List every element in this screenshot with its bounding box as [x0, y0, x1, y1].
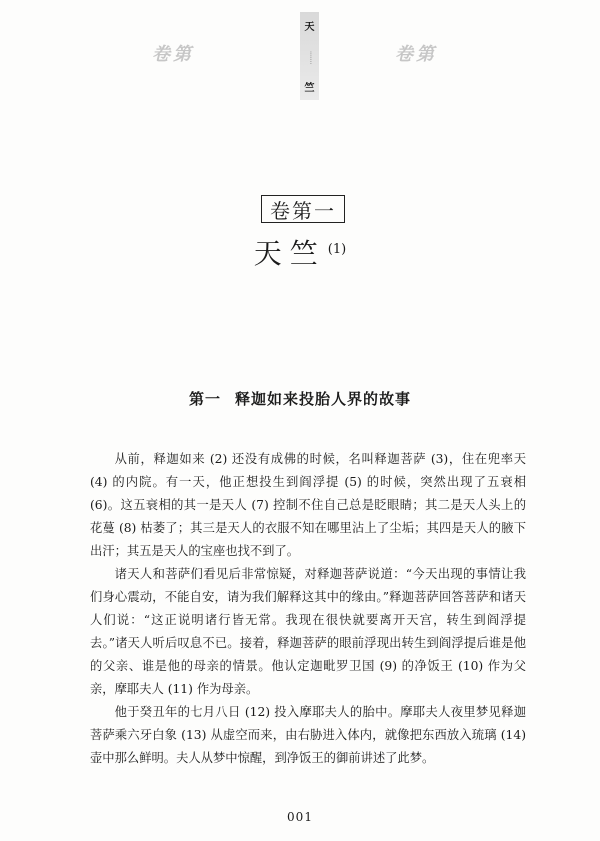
page-number: 001 [287, 810, 313, 824]
chapter-title-note: (1) [327, 241, 347, 257]
paragraph: 从前，释迦如来 (2) 还没有成佛的时候，名叫释迦菩萨 (3)，住在兜率天 (4) 的内院。有一天，他正想投生到阎浮提 (5) 的时候，突然出现了五衰相 (6)。这五衰相的其一是天人 (7) 控制不住自己总是眨眼睛；其二是天人头上的花蔓 (8) 枯萎了；其三是天人的衣服不知在哪里沾上了尘垢；其四是天人的腋下出汗；其五是天人的宝座也找不到了。 [90, 452, 526, 558]
body-text [90, 448, 526, 770]
running-header-char-bottom: 竺 [304, 82, 315, 94]
section-number: 第一 [188, 390, 221, 408]
paragraph: 他于癸丑年的七月八日 (12) 投入摩耶夫人的胎中。摩耶夫人夜里梦见释迦菩萨乘六牙白象 (13) 从虚空而来，由右胁进入体内，就像把东西放入琉璃 (14) 壶中那么鲜明。夫人从梦中惊醒，到净饭王的御前讲述了此梦。 [90, 705, 526, 765]
running-header-char-top: 天 [304, 22, 315, 33]
chapter-label: 卷第一 [261, 195, 345, 223]
chapter-title [0, 232, 600, 272]
header-stamp-left: 卷第 [152, 44, 194, 65]
section-heading [0, 388, 600, 409]
paragraph: 诸天人和菩萨们看见后非常惊疑，对释迦菩萨说道：“今天出现的事情让我们身心震动，不能自安，请为我们解释这其中的缘由。”释迦菩萨回答菩萨和诸天人们说：“这正说明诸行皆无常。我现在很快就要离开天宫，转生到阎浮提去。”诸天人听后叹息不已。接着，释迦菩萨的眼前浮现出转生到阎浮提后谁是他的父亲、谁是他的母亲的情景。他认定迦毗罗卫国 (9) 的净饭王 (10) 作为父亲，摩耶夫人 (11) 作为母亲。 [90, 567, 526, 696]
section-title: 释迦如来投胎人界的故事 [235, 390, 412, 408]
running-header-dots: ······· [306, 51, 314, 65]
running-header [300, 12, 319, 100]
chapter-title-text: 天竺 [253, 237, 326, 270]
header-stamp-right: 卷第 [395, 44, 437, 65]
